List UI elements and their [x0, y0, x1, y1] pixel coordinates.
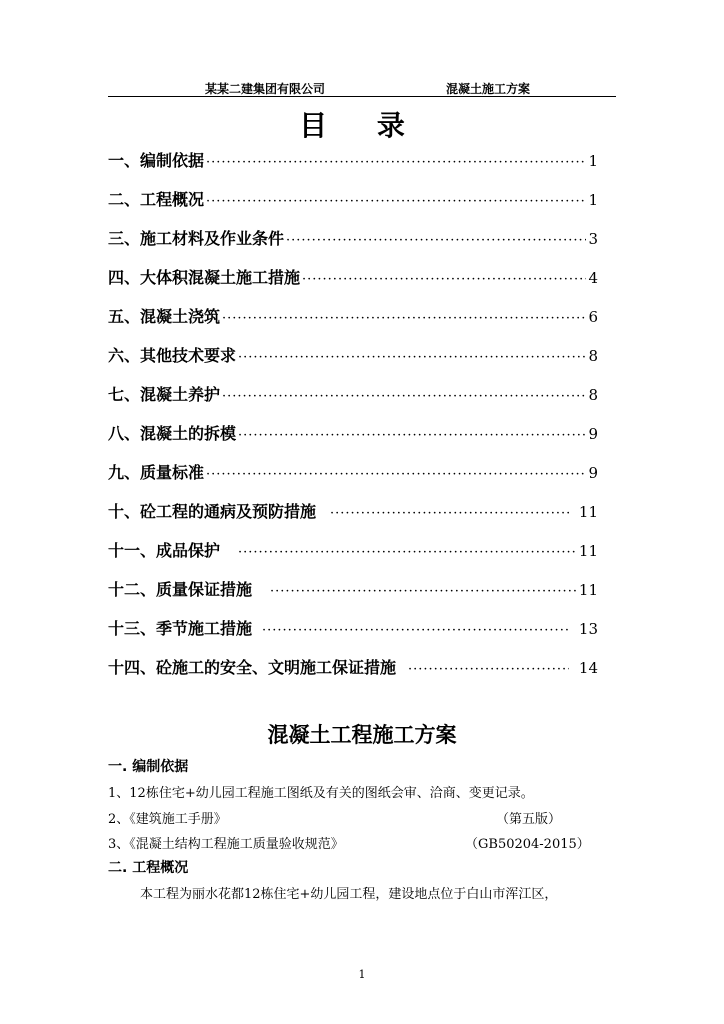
running-header: [108, 79, 616, 96]
toc-entry-label: 五、混凝土浇筑: [108, 307, 221, 326]
toc-leader-dots: [206, 152, 586, 174]
toc-leader-dots: [238, 425, 586, 447]
toc-entry[interactable]: [108, 579, 598, 601]
toc-leader-dots: [222, 386, 586, 408]
toc-entry[interactable]: [108, 189, 598, 211]
toc-leader-dots: [270, 581, 577, 603]
toc-entry[interactable]: [108, 150, 598, 172]
toc-entry-page: 6: [588, 308, 598, 326]
toc-entry-label: 三、施工材料及作业条件: [108, 229, 285, 248]
toc-entry[interactable]: [108, 501, 598, 523]
toc-entry[interactable]: [108, 267, 598, 289]
toc-entry-page: 13: [578, 620, 598, 638]
toc-entry-label: 十二、质量保证措施: [108, 580, 253, 599]
toc-entry[interactable]: [108, 345, 598, 367]
body-paragraph: 本工程为丽水花都12栋住宅+幼儿园工程，建设地点位于白山市浑江区，: [140, 887, 558, 902]
header-company: 某某二建集团有限公司: [205, 82, 326, 96]
toc-entry-label: 十一、成品保护: [108, 541, 221, 560]
document-title: 混凝土工程施工方案: [267, 723, 457, 747]
toc-entry[interactable]: [108, 657, 598, 679]
toc-entry-label: 七、混凝土养护: [108, 385, 221, 404]
section-heading: 二. 工程概况: [108, 860, 189, 876]
toc-leader-dots: [222, 308, 586, 330]
toc-entry-label: 十四、砼施工的安全、文明施工保证措施: [108, 658, 397, 677]
toc-leader-dots: [286, 230, 586, 252]
toc-entry[interactable]: [108, 384, 598, 406]
toc-entry[interactable]: [108, 540, 598, 562]
toc-entry-page: 11: [578, 581, 598, 599]
reference-edition: （第五版）: [496, 812, 562, 827]
page-number: 1: [358, 968, 366, 981]
toc-entry[interactable]: [108, 423, 598, 445]
toc-entry-page: 9: [588, 425, 598, 443]
toc-leader-dots: [408, 659, 569, 681]
toc-entry-label: 八、混凝土的拆模: [108, 424, 237, 443]
header-doc-name: 混凝土施工方案: [446, 82, 531, 96]
toc-entry-label: 十三、季节施工措施: [108, 619, 253, 638]
toc-leader-dots: [330, 503, 569, 525]
toc-entry[interactable]: [108, 228, 598, 250]
toc-leader-dots: [302, 269, 586, 291]
toc-entry-page: 14: [578, 659, 598, 677]
reference-item: 1、12栋住宅+幼儿园工程施工图纸及有关的图纸会审、洽商、变更记录。: [108, 786, 534, 801]
toc-entry-label: 二、工程概况: [108, 190, 205, 209]
section-heading: 一. 编制依据: [108, 759, 189, 775]
toc-entry-page: 3: [588, 230, 598, 248]
toc-leader-dots: [238, 542, 577, 564]
reference-item: 3、《混凝土结构工程施工质量验收规范》: [108, 837, 344, 852]
toc-entry-label: 一、编制依据: [108, 151, 205, 170]
toc-entry-label: 九、质量标准: [108, 463, 205, 482]
toc-leader-dots: [238, 347, 586, 369]
header-rule: [108, 96, 616, 97]
toc-entry-label: 十、砼工程的通病及预防措施: [108, 502, 317, 521]
toc-entry-page: 11: [578, 503, 598, 521]
toc-leader-dots: [206, 191, 586, 213]
toc-entry[interactable]: [108, 306, 598, 328]
toc-entry-page: 8: [588, 347, 598, 365]
toc-entry-label: 四、大体积混凝土施工措施: [108, 268, 301, 287]
toc-leader-dots: [206, 464, 586, 486]
toc-entry-page: 9: [588, 464, 598, 482]
reference-item: 2、《建筑施工手册》: [108, 812, 227, 827]
toc-entry-page: 1: [588, 152, 598, 170]
toc-entry-page: 1: [588, 191, 598, 209]
toc-entry[interactable]: [108, 462, 598, 484]
reference-code: （GB50204-2015）: [465, 837, 590, 852]
toc-entry-page: 8: [588, 386, 598, 404]
toc-title: 目 录: [299, 109, 425, 142]
toc-entry-label: 六、其他技术要求: [108, 346, 237, 365]
toc-entry[interactable]: [108, 618, 598, 640]
toc-entry-page: 11: [578, 542, 598, 560]
toc-leader-dots: [262, 620, 569, 642]
toc-entry-page: 4: [588, 269, 598, 287]
